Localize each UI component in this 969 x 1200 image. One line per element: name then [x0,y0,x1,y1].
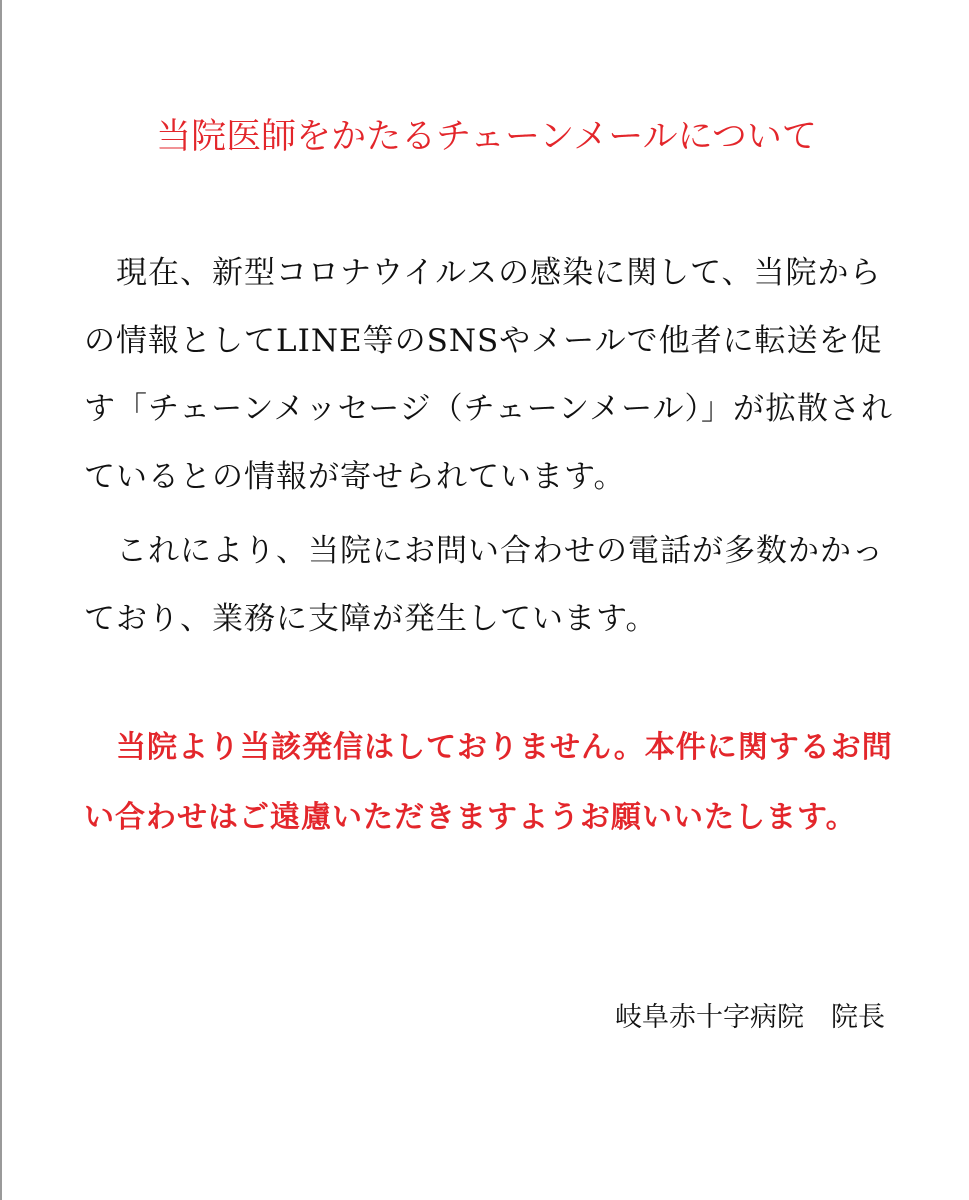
body-paragraph-chain-message: 現在、新型コロナウイルスの感染に関して、当院からの情報としてLINE等のSNSやメールで他者に転送を促す「チェーンメッセージ（チェーンメール）」が拡散されているとの情報が寄せられています。 [84,255,894,495]
notice-paragraph: 当院より当該発信はしておりません。本件に関するお問い合わせはご遠慮いただきますようお願いいたします。 [84,730,893,835]
document-title: 当院医師をかたるチェーンメールについて [156,117,817,157]
signature: 岐阜赤十字病院 院長 [615,1002,885,1033]
body-paragraph-impact: これにより、当院にお問い合わせの電話が多数かかっており、業務に支障が発生しています。 [84,533,884,637]
